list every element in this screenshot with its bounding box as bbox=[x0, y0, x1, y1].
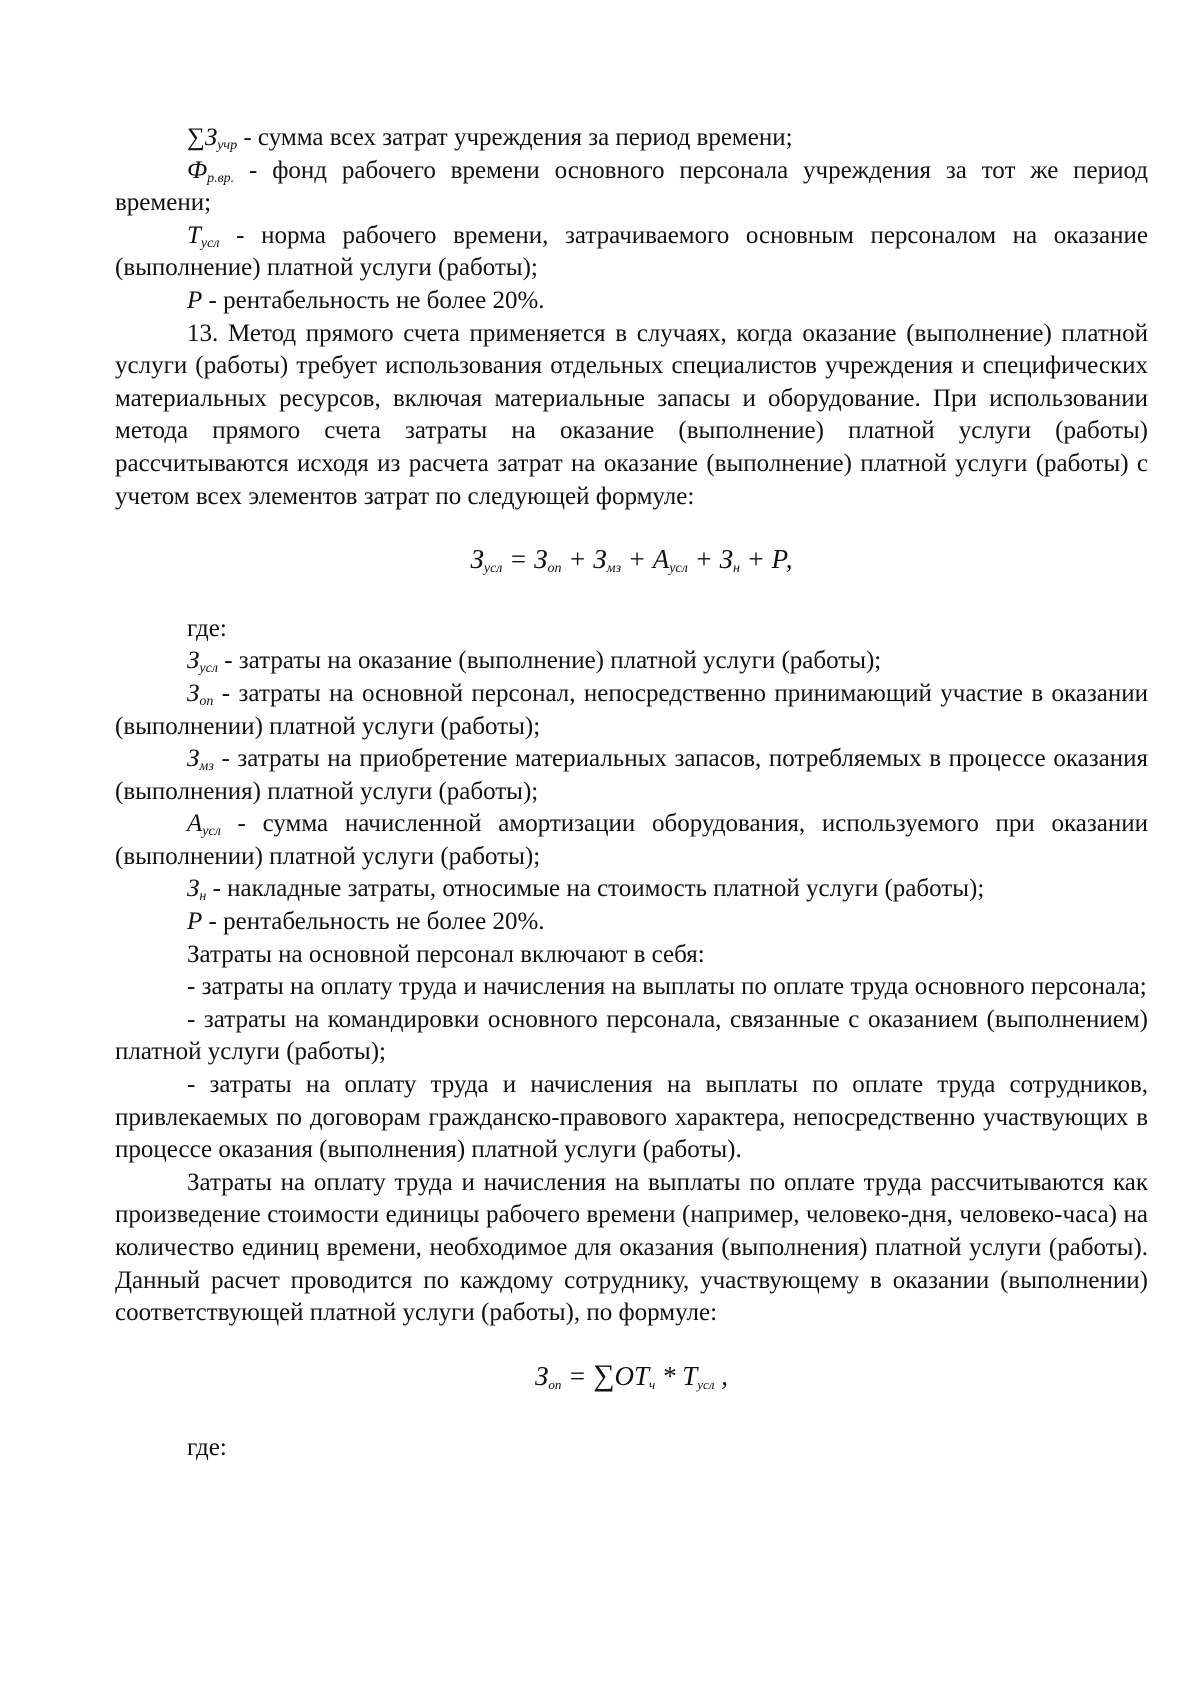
formula-operator: = bbox=[561, 1360, 594, 1391]
definition-text: - затраты на основной персонал, непосредственно принимающий участие в оказании (выполнении) платной услуги (работы); bbox=[115, 679, 1148, 740]
definition-text: - затраты на оказание (выполнение) платной услуги (работы); bbox=[217, 647, 882, 675]
symbol: З bbox=[187, 745, 200, 773]
definition-text: - сумма всех затрат учреждения за период времени; bbox=[237, 124, 793, 151]
symbol-subscript: оп bbox=[199, 693, 214, 709]
profit-definition-2 bbox=[115, 906, 1148, 939]
definition-text: - сумма начисленной амортизации оборудования, используемого при оказании (выполнении) платной услуги (работы); bbox=[115, 810, 1148, 870]
formula-subscript: ч bbox=[649, 1376, 656, 1392]
definition-text: - фонд рабочего времени основного персонала учреждения за тот же период времени; bbox=[115, 156, 1148, 217]
formula-operator: * bbox=[655, 1360, 683, 1391]
formula-subscript: н bbox=[732, 561, 740, 577]
staff-cost-item-3: - затраты на оплату труда и начисления на выплаты по оплате труда сотрудников, привлекаемых по договорам гражданско-правового характера, непосредственно участвующих в процессе оказания (выполнения) платной услуги (работы). bbox=[115, 1071, 1148, 1164]
formula-operator: = bbox=[502, 544, 535, 575]
formula-direct-cost bbox=[115, 543, 1148, 576]
where-label-2: где: bbox=[187, 1434, 227, 1462]
definition-text: - рентабельность не более 20%. bbox=[202, 286, 545, 314]
formula-operator: , bbox=[714, 1360, 728, 1391]
zn-definition bbox=[115, 873, 1148, 906]
symbol: З bbox=[187, 875, 200, 903]
symbol: Р bbox=[187, 286, 203, 314]
profit-definition bbox=[115, 285, 1148, 318]
symbol-subscript: р.вр. bbox=[207, 170, 235, 186]
symbol: З bbox=[187, 647, 200, 675]
sigma-symbol: ∑ bbox=[593, 1358, 615, 1392]
staff-costs-intro: Затраты на основной персонал включают в себя: bbox=[187, 940, 705, 968]
formula-subscript: усл bbox=[483, 561, 503, 577]
formula-subscript: мз bbox=[606, 561, 622, 577]
symbol-subscript: н bbox=[199, 889, 207, 905]
staff-cost-item-2: - затраты на командировки основного персонала, связанные с оказанием (выполнением) платной услуги (работы); bbox=[115, 1005, 1148, 1066]
document-body bbox=[115, 122, 1148, 1465]
sum-definition bbox=[115, 122, 1148, 155]
symbol: ∑З bbox=[187, 124, 218, 151]
definition-text: - накладные затраты, относимые на стоимость платной услуги (работы); bbox=[206, 875, 985, 903]
ausl-definition bbox=[115, 808, 1148, 873]
where-label: где: bbox=[187, 614, 227, 642]
formula-staff-cost bbox=[115, 1360, 1148, 1393]
symbol: Т bbox=[187, 221, 201, 249]
formula-term: З bbox=[534, 544, 548, 575]
zop-definition bbox=[115, 678, 1148, 743]
fund-definition bbox=[115, 155, 1148, 220]
paragraph-13: 13. Метод прямого счета применяется в случаях, когда оказание (выполнение) платной услуги (работы) требует использования отдельных специалистов учреждения и специфических материальных ресурсов, включая материальные запасы и оборудование. При использовании метода прямого счета затраты на оказание (выполнение) платной услуги (работы) рассчитываются исходя из расчета затрат на оказание (выполнение) платной услуги (работы) с учетом всех элементов затрат по следующей формуле: bbox=[115, 319, 1148, 510]
definition-text: - затраты на приобретение материальных запасов, потребляемых в процессе оказания (выполнения) платной услуги (работы); bbox=[115, 745, 1148, 805]
formula-operator: + Р, bbox=[739, 544, 793, 575]
symbol: Р bbox=[187, 908, 203, 936]
definition-text: - рентабельность не более 20%. bbox=[202, 908, 545, 936]
formula-subscript: усл bbox=[697, 1376, 715, 1392]
formula-operator: + bbox=[561, 544, 594, 575]
formula-term: Т bbox=[682, 1360, 698, 1391]
norm-definition bbox=[115, 220, 1148, 285]
formula-term: А bbox=[652, 544, 670, 575]
formula-subscript: оп bbox=[548, 1376, 562, 1392]
paragraph-labor-calc: Затраты на оплату труда и начисления на выплаты по оплате труда рассчитываются как произведение стоимости единицы рабочего времени (например, человеко-дня, человеко-часа) на количество единиц времени, необходимое для оказания (выполнения) платной услуги (работы). Данный расчет проводится по каждому сотруднику, участвующему в оказании (выполнении) соответствующей платной услуги (работы), по формуле: bbox=[115, 1168, 1148, 1327]
formula-term: З bbox=[593, 544, 607, 575]
symbol-subscript: усл bbox=[199, 661, 218, 677]
symbol-subscript: усл bbox=[200, 235, 220, 251]
formula-subscript: усл bbox=[669, 561, 688, 577]
formula-term: З bbox=[535, 1360, 549, 1391]
symbol: Ф bbox=[187, 156, 208, 184]
symbol: А bbox=[187, 810, 203, 838]
formula-term: З bbox=[719, 544, 733, 575]
zusl-definition bbox=[115, 645, 1148, 678]
formula-term: ОТ bbox=[614, 1360, 650, 1391]
formula-term: З bbox=[470, 544, 484, 575]
symbol-subscript: учр bbox=[217, 138, 238, 153]
symbol: З bbox=[187, 679, 200, 707]
definition-text: - норма рабочего времени, затрачиваемого основным персоналом на оказание (выполнение) платной услуги (работы); bbox=[115, 221, 1148, 282]
formula-operator: + bbox=[687, 544, 720, 575]
formula-subscript: оп bbox=[547, 561, 562, 577]
zmz-definition bbox=[115, 743, 1148, 808]
symbol-subscript: усл bbox=[202, 824, 221, 840]
symbol-subscript: мз bbox=[199, 759, 214, 775]
staff-cost-item-1: - затраты на оплату труда и начисления на выплаты по оплате труда основного персонала; bbox=[187, 973, 1147, 1001]
formula-operator: + bbox=[621, 544, 653, 575]
